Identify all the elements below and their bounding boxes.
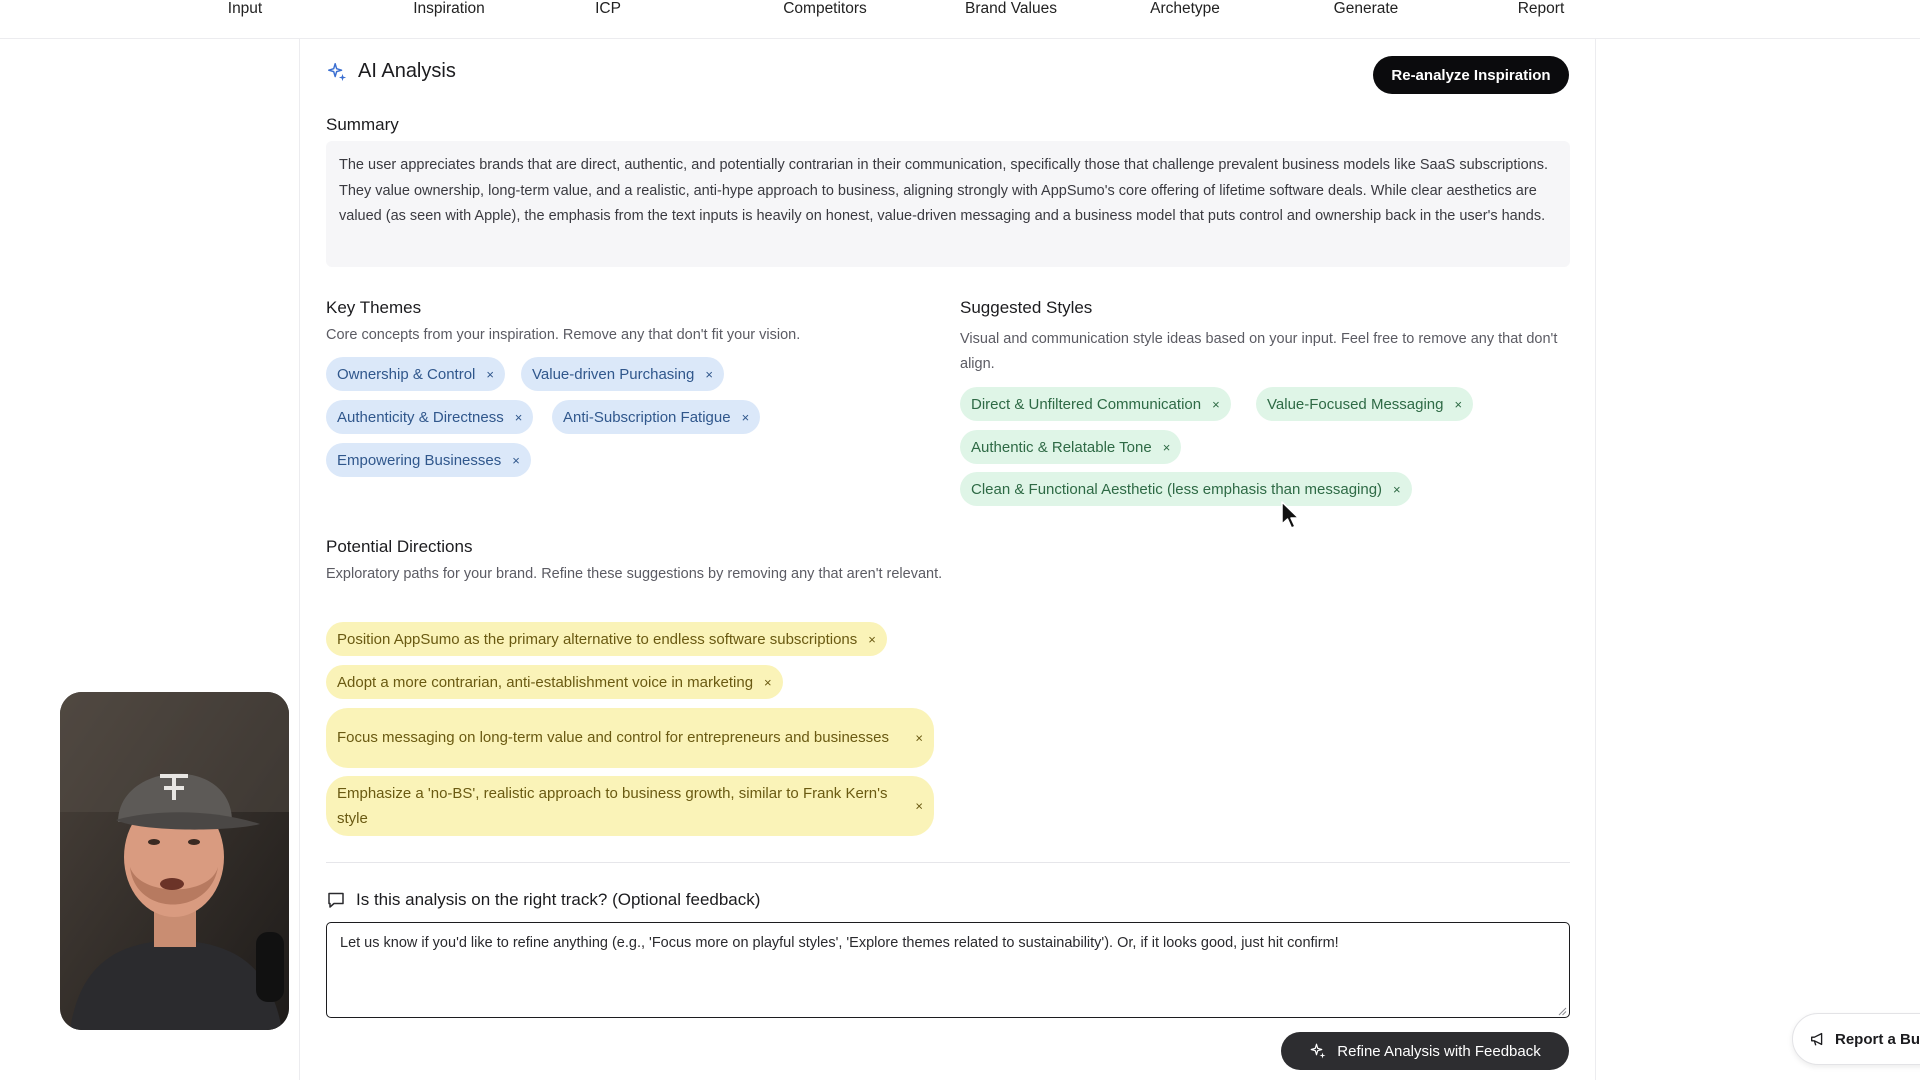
remove-icon[interactable]: × <box>915 798 923 814</box>
mouse-cursor-icon <box>1280 500 1302 532</box>
direction-chip <box>326 708 934 768</box>
feedback-input[interactable] <box>326 922 1570 1018</box>
webcam-overlay <box>60 692 289 1030</box>
chip-label: Clean & Functional Aesthetic (less emphasis than messaging) <box>971 480 1383 498</box>
remove-icon[interactable]: × <box>868 631 876 647</box>
suggested-styles-description: Visual and communication style ideas based on your input. Feel free to remove any that don't align. <box>960 331 1558 372</box>
remove-icon[interactable]: × <box>915 730 923 746</box>
section-divider <box>326 862 1570 863</box>
column-border-left <box>299 39 300 1080</box>
style-chip <box>1256 387 1473 421</box>
step-generate[interactable]: Generate <box>1333 0 1399 17</box>
step-report[interactable]: Report <box>1517 0 1565 17</box>
chip-label: Anti-Subscription Fatigue <box>563 408 731 426</box>
remove-icon[interactable]: × <box>514 409 523 425</box>
theme-chip <box>326 400 533 434</box>
column-border-right <box>1595 39 1596 1080</box>
step-archetype[interactable]: Archetype <box>1150 0 1220 17</box>
summary-title: Summary <box>326 115 399 134</box>
feedback-title: Is this analysis on the right track? (Optional feedback) <box>356 890 761 909</box>
theme-chip <box>326 443 531 477</box>
style-chip <box>960 387 1231 421</box>
direction-chip <box>326 776 934 836</box>
chip-label: Position AppSumo as the primary alternative to endless software subscriptions <box>337 630 858 648</box>
sparkles-icon <box>326 61 348 83</box>
key-themes-description: Core concepts from your inspiration. Remove any that don't fit your vision. <box>326 327 801 343</box>
remove-icon[interactable]: × <box>1393 481 1401 497</box>
direction-chip <box>326 622 887 656</box>
remove-icon[interactable]: × <box>1454 396 1463 412</box>
remove-icon[interactable]: × <box>1212 396 1220 412</box>
chip-label: Emphasize a 'no-BS', realistic approach to business growth, similar to Frank Kern's style <box>337 784 888 827</box>
remove-icon[interactable]: × <box>705 366 713 382</box>
report-bug-label: Report a Bu <box>1835 1030 1920 1048</box>
theme-chip <box>552 400 760 434</box>
remove-icon[interactable]: × <box>741 409 750 425</box>
potential-directions-title: Potential Directions <box>326 537 473 556</box>
megaphone-icon <box>1809 1030 1827 1048</box>
step-inspiration[interactable]: Inspiration <box>413 0 485 17</box>
theme-chip <box>326 357 505 391</box>
feedback-heading <box>326 890 760 910</box>
remove-icon[interactable]: × <box>1162 439 1171 455</box>
step-nav <box>0 0 1920 39</box>
presenter-video-image <box>60 692 289 1030</box>
style-chip <box>960 430 1181 464</box>
step-competitors[interactable]: Competitors <box>783 0 867 17</box>
message-icon <box>326 890 346 910</box>
step-brand-values[interactable]: Brand Values <box>965 0 1057 17</box>
step-icp[interactable]: ICP <box>595 0 621 17</box>
theme-chip <box>521 357 724 391</box>
chip-label: Value-Focused Messaging <box>1267 395 1444 413</box>
chip-label: Ownership & Control <box>337 365 476 383</box>
remove-icon[interactable]: × <box>764 674 772 690</box>
chip-label: Authenticity & Directness <box>337 408 504 426</box>
resize-grip-icon[interactable] <box>1557 1006 1567 1016</box>
refine-analysis-button[interactable] <box>1281 1032 1569 1070</box>
chip-label: Value-driven Purchasing <box>532 365 695 383</box>
remove-icon[interactable]: × <box>512 452 520 468</box>
chip-label: Direct & Unfiltered Communication <box>971 395 1202 413</box>
page-title: AI Analysis <box>358 60 456 82</box>
chip-label: Empowering Businesses <box>337 451 502 469</box>
reanalyze-inspiration-button[interactable]: Re-analyze Inspiration <box>1373 56 1569 94</box>
remove-icon[interactable]: × <box>486 366 494 382</box>
chip-label: Authentic & Relatable Tone <box>971 438 1152 456</box>
ai-analysis-header <box>326 60 456 83</box>
style-chip <box>960 472 1412 506</box>
refine-analysis-label: Refine Analysis with Feedback <box>1337 1042 1541 1060</box>
sparkles-icon <box>1309 1042 1327 1060</box>
potential-directions-description: Exploratory paths for your brand. Refine these suggestions by removing any that aren't relevant. <box>326 566 943 582</box>
summary-text: The user appreciates brands that are direct, authentic, and potentially contrarian in their communication, specifically those that challenge prevalent business models like SaaS subscriptions. They value ownership, long-term value, and a realistic, anti-hype approach to business, aligning strongly with AppSumo's core offering of lifetime software deals. While clear aesthetics are valued (as seen with Apple), the emphasis from the text inputs is heavily on honest, value-driven messaging and a business model that puts control and ownership back in the user's hands. <box>326 141 1570 267</box>
chip-label: Focus messaging on long-term value and control for entrepreneurs and businesses <box>337 729 889 747</box>
step-input[interactable]: Input <box>227 0 263 17</box>
chip-label: Adopt a more contrarian, anti-establishment voice in marketing <box>337 673 754 691</box>
key-themes-title: Key Themes <box>326 298 422 317</box>
report-bug-button[interactable] <box>1792 1013 1920 1065</box>
direction-chip <box>326 665 783 699</box>
suggested-styles-title: Suggested Styles <box>960 298 1093 317</box>
